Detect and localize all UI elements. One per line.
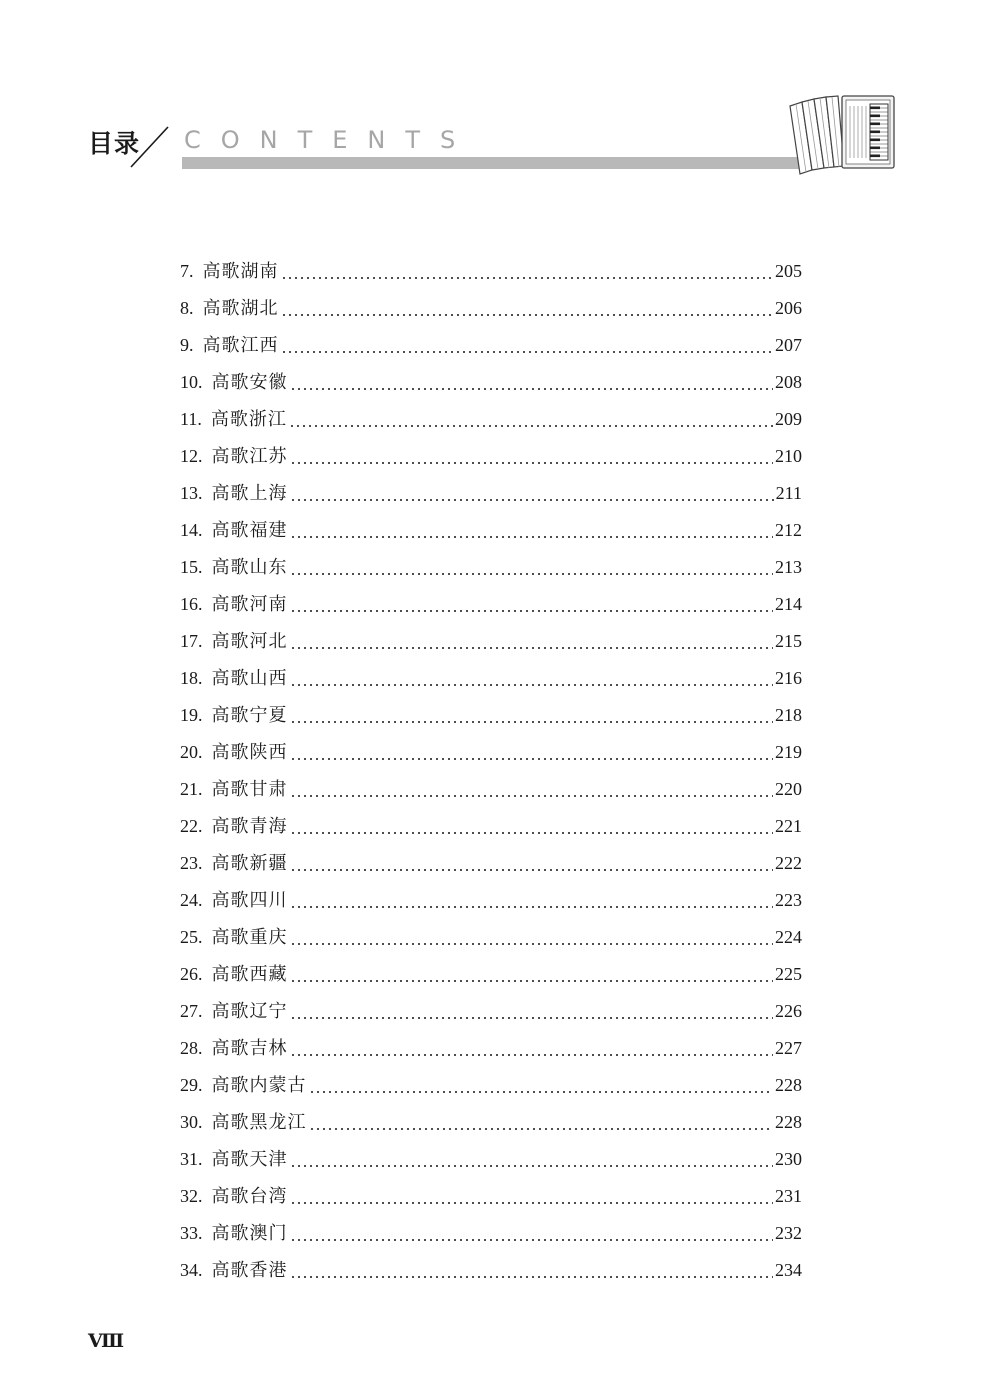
toc-dot-leader <box>290 1202 774 1204</box>
toc-dot-leader <box>281 351 774 353</box>
toc-entry-number: 10. <box>180 372 203 392</box>
toc-entry-number: 15. <box>180 557 203 577</box>
toc-entry-number: 28. <box>180 1038 203 1058</box>
toc-entry[interactable] <box>180 589 802 626</box>
toc-entry-title: 高歌陕西 <box>211 742 288 763</box>
toc-entry[interactable] <box>180 663 802 700</box>
toc-entry-page: 216 <box>775 668 802 688</box>
toc-entry-page: 225 <box>775 964 802 984</box>
toc-entry[interactable] <box>180 774 802 811</box>
toc-dot-leader <box>290 684 774 686</box>
toc-dot-leader <box>290 980 774 982</box>
toc-entry-number: 27. <box>180 1001 203 1021</box>
toc-entry-page: 220 <box>775 779 802 799</box>
toc-entry-page: 205 <box>775 261 802 281</box>
toc-entry-page: 221 <box>775 816 802 836</box>
toc-entry[interactable] <box>180 1070 802 1107</box>
toc-entry-page: 219 <box>775 742 802 762</box>
toc-dot-leader <box>290 647 774 649</box>
title-divider-slash <box>128 124 174 170</box>
toc-dot-leader <box>290 758 774 760</box>
toc-dot-leader <box>290 832 774 834</box>
toc-entry-page: 230 <box>775 1149 802 1169</box>
toc-dot-leader <box>290 1239 774 1241</box>
toc-entry-number: 12. <box>180 446 203 466</box>
toc-dot-leader <box>290 462 774 464</box>
toc-entry-page: 213 <box>775 557 802 577</box>
table-of-contents <box>180 256 802 1292</box>
toc-entry-page: 231 <box>775 1186 802 1206</box>
toc-entry[interactable] <box>180 1107 802 1144</box>
toc-entry-number: 19. <box>180 705 203 725</box>
toc-entry[interactable] <box>180 700 802 737</box>
toc-entry[interactable] <box>180 1218 802 1255</box>
toc-entry-title: 高歌重庆 <box>211 927 288 948</box>
header-rule-bar <box>182 157 812 169</box>
toc-entry[interactable] <box>180 1144 802 1181</box>
toc-entry-page: 215 <box>775 631 802 651</box>
toc-entry-page: 206 <box>775 298 802 318</box>
toc-entry-page: 210 <box>775 446 802 466</box>
toc-entry-title: 高歌黑龙江 <box>211 1112 307 1133</box>
toc-entry-number: 11. <box>180 409 202 429</box>
toc-entry-number: 18. <box>180 668 203 688</box>
toc-entry[interactable] <box>180 404 802 441</box>
toc-entry-title: 高歌河北 <box>211 631 288 652</box>
toc-entry[interactable] <box>180 515 802 552</box>
toc-entry[interactable] <box>180 848 802 885</box>
toc-entry-page: 209 <box>775 409 802 429</box>
toc-entry-page: 234 <box>775 1260 802 1280</box>
toc-entry-number: 32. <box>180 1186 203 1206</box>
page-title: 目录 <box>88 129 141 158</box>
toc-entry-title: 高歌西藏 <box>211 964 288 985</box>
toc-dot-leader <box>290 388 774 390</box>
toc-entry-title: 高歌甘肃 <box>211 779 288 800</box>
toc-entry-number: 33. <box>180 1223 203 1243</box>
toc-entry[interactable] <box>180 811 802 848</box>
toc-entry-title: 高歌安徽 <box>211 372 288 393</box>
toc-entry-title: 高歌湖南 <box>202 261 279 282</box>
toc-entry[interactable] <box>180 367 802 404</box>
toc-entry-page: 218 <box>775 705 802 725</box>
toc-entry-number: 21. <box>180 779 203 799</box>
toc-entry-title: 高歌河南 <box>211 594 288 615</box>
toc-entry-page: 232 <box>775 1223 802 1243</box>
toc-entry-title: 高歌辽宁 <box>211 1001 288 1022</box>
toc-dot-leader <box>290 573 774 575</box>
toc-entry[interactable] <box>180 441 802 478</box>
toc-entry-title: 高歌澳门 <box>211 1223 288 1244</box>
toc-entry-page: 208 <box>775 372 802 392</box>
toc-entry-page: 222 <box>775 853 802 873</box>
toc-entry-number: 30. <box>180 1112 203 1132</box>
toc-entry-number: 9. <box>180 335 194 355</box>
toc-dot-leader <box>290 1276 774 1278</box>
toc-entry-number: 22. <box>180 816 203 836</box>
toc-entry[interactable] <box>180 737 802 774</box>
toc-dot-leader <box>309 1091 774 1093</box>
toc-entry-page: 226 <box>775 1001 802 1021</box>
toc-entry-number: 7. <box>180 261 194 281</box>
toc-entry[interactable] <box>180 996 802 1033</box>
toc-entry-page: 211 <box>775 483 802 503</box>
toc-entry[interactable] <box>180 293 802 330</box>
toc-entry-title: 高歌台湾 <box>211 1186 288 1207</box>
toc-entry-page: 214 <box>775 594 802 614</box>
toc-entry-title: 高歌新疆 <box>211 853 288 874</box>
toc-entry-number: 31. <box>180 1149 203 1169</box>
toc-entry-title: 高歌四川 <box>211 890 288 911</box>
toc-dot-leader <box>290 943 774 945</box>
toc-entry[interactable] <box>180 1255 802 1292</box>
toc-entry-title: 高歌山西 <box>211 668 288 689</box>
toc-entry-title: 高歌江苏 <box>211 446 288 467</box>
toc-entry[interactable] <box>180 1181 802 1218</box>
toc-dot-leader <box>289 425 773 427</box>
toc-entry-page: 227 <box>775 1038 802 1058</box>
page-number: Ⅷ <box>88 1331 125 1352</box>
page-header <box>0 0 1000 200</box>
toc-entry-number: 16. <box>180 594 203 614</box>
toc-dot-leader <box>281 277 774 279</box>
toc-entry-number: 8. <box>180 298 194 318</box>
toc-dot-leader <box>290 499 774 501</box>
toc-dot-leader <box>290 536 774 538</box>
toc-entry-number: 25. <box>180 927 203 947</box>
toc-entry[interactable] <box>180 478 802 515</box>
toc-entry-title: 高歌天津 <box>211 1149 288 1170</box>
toc-entry-title: 高歌江西 <box>202 335 279 356</box>
toc-dot-leader <box>290 1017 774 1019</box>
toc-entry-title: 高歌吉林 <box>211 1038 288 1059</box>
accordion-icon <box>786 92 900 178</box>
toc-entry-title: 高歌内蒙古 <box>211 1075 307 1096</box>
toc-entry[interactable] <box>180 922 802 959</box>
toc-entry-number: 13. <box>180 483 203 503</box>
toc-entry[interactable] <box>180 552 802 589</box>
toc-entry[interactable] <box>180 885 802 922</box>
toc-entry[interactable] <box>180 1033 802 1070</box>
toc-dot-leader <box>290 721 774 723</box>
toc-entry-page: 228 <box>775 1112 802 1132</box>
toc-entry-number: 34. <box>180 1260 203 1280</box>
toc-entry-title: 高歌上海 <box>211 483 288 504</box>
toc-entry[interactable] <box>180 626 802 663</box>
toc-entry-number: 26. <box>180 964 203 984</box>
toc-entry-page: 228 <box>775 1075 802 1095</box>
toc-entry-title: 高歌湖北 <box>202 298 279 319</box>
toc-entry-number: 14. <box>180 520 203 540</box>
toc-dot-leader <box>281 314 774 316</box>
toc-dot-leader <box>309 1128 774 1130</box>
toc-entry-title: 高歌福建 <box>211 520 288 541</box>
toc-dot-leader <box>290 869 774 871</box>
toc-entry-number: 29. <box>180 1075 203 1095</box>
toc-entry-number: 17. <box>180 631 203 651</box>
toc-dot-leader <box>290 1054 774 1056</box>
toc-dot-leader <box>290 610 774 612</box>
toc-dot-leader <box>290 795 774 797</box>
toc-dot-leader <box>290 1165 774 1167</box>
toc-entry[interactable] <box>180 959 802 996</box>
toc-entry-number: 24. <box>180 890 203 910</box>
toc-entry-title: 高歌青海 <box>211 816 288 837</box>
toc-entry-number: 20. <box>180 742 203 762</box>
toc-entry[interactable] <box>180 256 802 293</box>
toc-entry[interactable] <box>180 330 802 367</box>
toc-entry-page: 207 <box>775 335 802 355</box>
toc-entry-title: 高歌宁夏 <box>211 705 288 726</box>
toc-entry-page: 212 <box>775 520 802 540</box>
toc-entry-title: 高歌浙江 <box>210 409 287 430</box>
toc-entry-title: 高歌山东 <box>211 557 288 578</box>
toc-dot-leader <box>290 906 774 908</box>
toc-entry-page: 224 <box>775 927 802 947</box>
toc-entry-page: 223 <box>775 890 802 910</box>
page-subtitle: CONTENTS <box>184 126 476 154</box>
toc-entry-title: 高歌香港 <box>211 1260 288 1281</box>
toc-entry-number: 23. <box>180 853 203 873</box>
